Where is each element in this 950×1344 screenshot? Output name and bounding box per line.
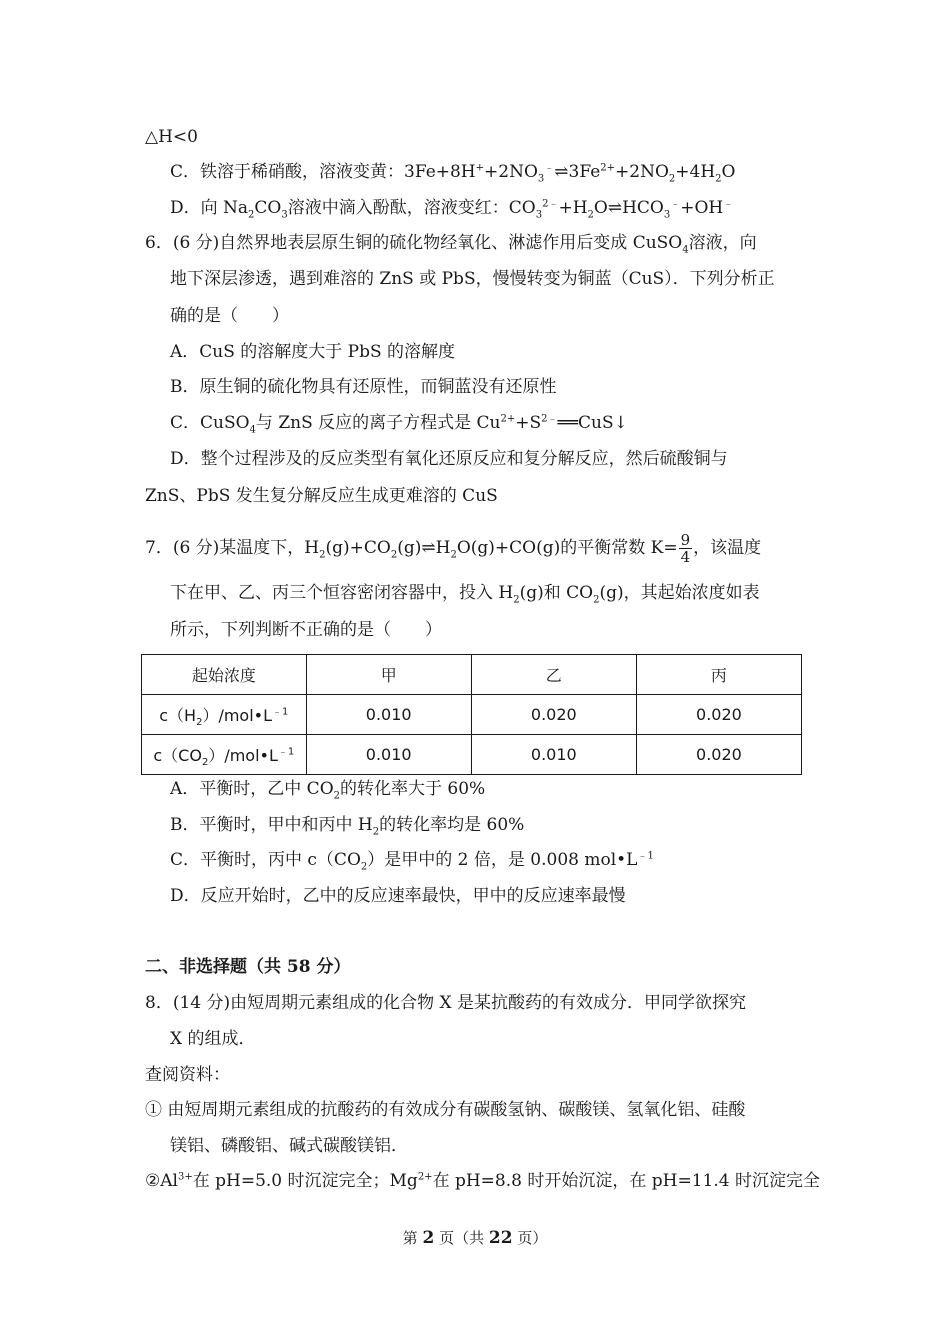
q6-stem-line2: 地下深层渗透，遇到难溶的 ZnS 或 PbS，慢慢转变为铜蓝（CuS）．下列分析正 [170,269,775,289]
table-header-cell: 甲 [306,655,471,695]
q7-option-b: B．平衡时，甲中和丙中 $H_2$的转化率均是 60% [170,815,525,838]
q8-reference-item2: $②Al^{3+}$在 pH=5.0 时沉淀完全；$Mg^{2+}$在 pH=8.8 时开始沉淀，在 pH=11.4 时沉淀完全 [145,1171,820,1191]
q5-option-d: D．向 $Na_2CO_3$溶液中滴入酚酞，溶液变红：$CO_3^{2﹣}+H_2O\rightleftharpoons HCO_3^﹣+OH^﹣$ [170,198,734,221]
equilibrium-constant-fraction: $\frac{9}{4}$ [680,531,691,566]
table-cell: 0.010 [306,695,471,735]
q8-reference-heading: 查阅资料： [145,1065,230,1085]
initial-concentration-table [141,654,802,775]
row-label-h2: $c(H_2)/mol•L^{﹣1}$ [142,695,307,735]
q8-reference-item1-cont: 镁铝、磷酸铝、碱式碳酸镁铝． [170,1136,408,1156]
q5-option-c: C．铁溶于稀硝酸，溶液变黄：$3Fe+8H^++2NO_3^﹣\rightleftharpoons 3Fe^{2+}+2NO_2+4H_2O$ [170,162,736,185]
table-header-cell: 乙 [471,655,636,695]
q7-option-c: C．平衡时，丙中 $c(CO_2)$是甲中的 2 倍，是 0.008 $mol•L^{﹣1}$ [170,850,654,873]
table-row-co2 [142,735,802,775]
table-cell: 0.020 [636,695,801,735]
q8-stem-line1: 8．(14 分)由短周期元素组成的化合物 X 是某抗酸药的有效成分．甲同学欲探究 [145,993,747,1013]
q7-option-a: A．平衡时，乙中 $CO_2$的转化率大于 60% [170,779,486,802]
q6-option-c: C．CuSO$_4$与 ZnS 反应的离子方程式是 $Cu^{2+}+S^{2﹣}══CuS↓$ [170,413,628,436]
q6-stem-line1: 6．(6 分)自然界地表层原生铜的硫化物经氧化、淋滤作用后变成 CuSO$_4$溶液，向 [145,233,757,256]
q7-stem-line3: 所示，下列判断不正确的是（ ） [170,620,442,640]
q6-option-b: B．原生铜的硫化物具有还原性，而铜蓝没有还原性 [170,377,557,397]
q8-stem-line2: X 的组成． [170,1029,256,1049]
q6-option-a: A．CuS 的溶解度大于 PbS 的溶解度 [170,342,456,362]
table-header-cell: 丙 [636,655,801,695]
table-cell: 0.010 [306,735,471,775]
table-row-h2 [142,695,802,735]
q6-option-d-line1: D．整个过程涉及的反应类型有氧化还原反应和复分解反应，然后硫酸铜与 [170,449,728,469]
q7-stem-line2: 下在甲、乙、丙三个恒容密闭容器中，投入 $H_2(g)$和 $CO_2(g)$，其起始浓度如表 [170,583,760,606]
current-page-number: 2 [422,1228,435,1248]
q7-option-d: D．反应开始时，乙中的反应速率最快，甲中的反应速率最慢 [170,886,626,906]
q7-stem-line1: 7．(6 分)某温度下，$H_2(g)+CO_2(g)\rightleftharpoons H_2O(g)+CO(g)$的平衡常数 K= $\frac{9}{4}$ ，该温度 [145,531,762,566]
table-cell: 0.020 [636,735,801,775]
q6-stem-line3: 确的是（ ） [170,306,289,326]
delta-h-line: △H<0 [145,127,198,147]
total-page-number: 22 [488,1228,513,1248]
q8-reference-item1: ① 由短周期元素组成的抗酸药的有效成分有碳酸氢钠、碳酸镁、氢氧化铝、硅酸 [145,1100,746,1120]
table-cell: 0.020 [471,695,636,735]
table-cell: 0.010 [471,735,636,775]
section-heading: 二、非选择题（共 58 分） [145,957,351,977]
table-header-row [142,655,802,695]
table-header-cell: 起始浓度 [142,655,307,695]
page-footer: 第 2 页（共 22 页） [402,1228,548,1248]
q6-option-d-line2: ZnS、PbS 发生复分解反应生成更难溶的 CuS [145,486,498,506]
row-label-co2: $c(CO_2)/mol•L^{﹣1}$ [142,735,307,775]
